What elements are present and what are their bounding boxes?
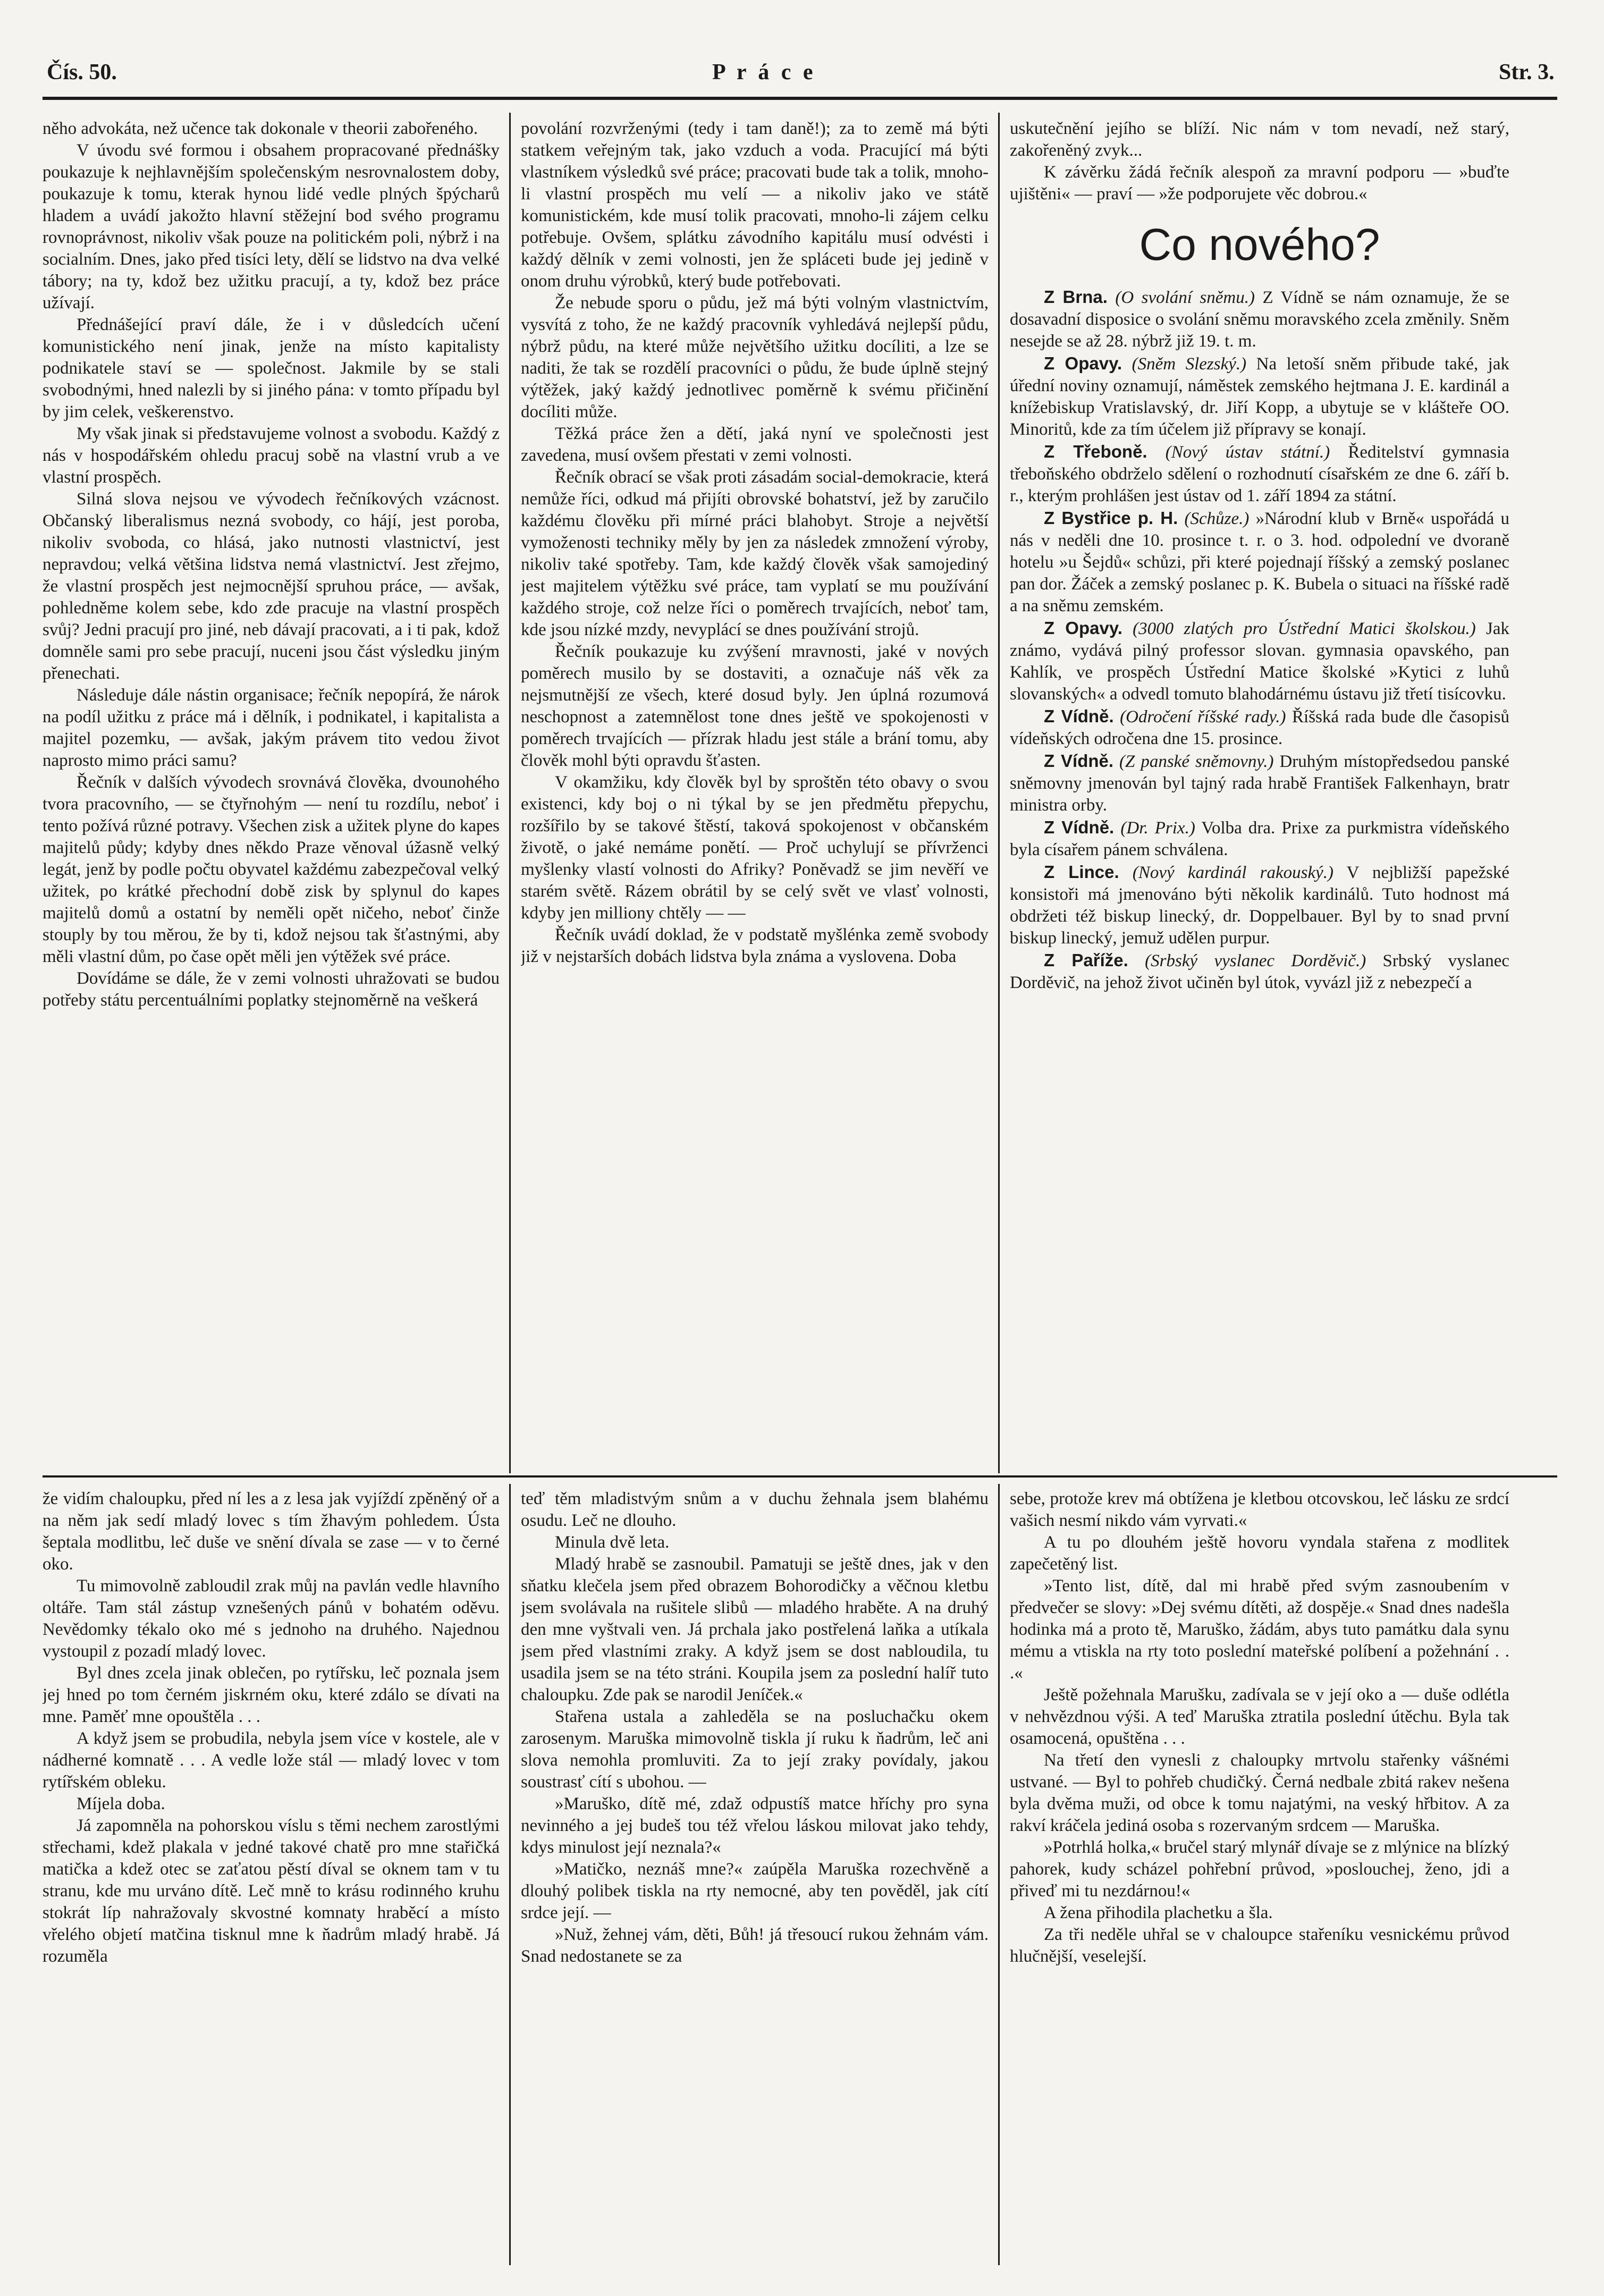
news-text: Srbský vyslanec Dorděvič, na jehož život učiněn byl útok, vyvázl již z nebezpečí a — [1010, 951, 1509, 992]
news-text: Na letoší sněm přibude také, jak úřední noviny oznamují, náměstek zemského hejtmana J. E. kardinál a knížebiskup Vratislavský, dr. Jiří Kopp, a ubytuje se v klášteře OO. Minoritů, kde za tím účelem již přípravy se konají. — [1010, 354, 1509, 439]
news-place: Z Vídně. — [1044, 706, 1114, 726]
news-topic: (O svolání sněmu.) — [1115, 288, 1255, 307]
paragraph: »Matičko, neznáš mne?« zaúpěla Maruška rozechvěně a dlouhý polibek tiskla na rty nemocné, aby ten pověděl, jak cítí srdce její. — — [521, 1860, 989, 1922]
news-text: Ředitelství gymnasia třeboňského obdrželo sdělení o rozhodnutí císařském ze dne 6. září b. r., kterým prohlášen jest ústav od 1. září 1894 za státní. — [1010, 443, 1509, 505]
paragraph: Řečník uvádí doklad, že v podstatě myšlénka země svobody již v nejstarších dobách lidstva byla známa a vyslovena. Doba — [521, 925, 989, 966]
column-2-bottom — [521, 1488, 989, 2264]
news-text: Volba dra. Prixe za purkmistra vídeňského byla císařem pánem schválena. — [1010, 818, 1509, 859]
paragraph: něho advokáta, než učence tak dokonale v theorii zabořeného. — [43, 119, 478, 138]
paragraph: sebe, protože krev má obtížena je kletbou otcovskou, leč lásku ze srdcí vašich nesmí nikdo vám vyrvati.« — [1010, 1489, 1509, 1530]
news-text: Jak známo, vydává pilný professor slovan. gymnasia opavského, pan Kahlík, ve prospěch Ústřední Matice školské »Kytici z luhů slovanských« a odvedl tomuto blahodárnému ústavu již třetí tisícovku. — [1010, 619, 1509, 704]
news-section-heading: Co nového? — [1139, 220, 1380, 269]
paragraph: »Maruško, dítě mé, zdaž odpustíš matce hříchy pro syna nevinného a jej budeš tou též vřelou láskou milovat jako tehdy, kdys minulost její neznala?« — [521, 1794, 989, 1857]
news-place: Z Třeboně. — [1044, 442, 1147, 461]
paragraph: Mladý hrabě se zasnoubil. Pamatuji se ještě dnes, jak v den sňatku klečela jsem před obrazem Bohorodičky a věčnou kletbu jsem svolávala na rušitele slibů — mladého hraběte. A na druhý den mne vyštvali ven. Já prchala jako postřelená laňka a utíkala jsem před vlastními zraky. A když jsem se dost nabloudila, tu usadila jsem se na této stráni. Koupila jsem za poslední halíř tuto chaloupku. Zde pak se narodil Jeníček.« — [521, 1555, 989, 1704]
article-ending — [1010, 118, 1509, 205]
section-rule — [43, 1475, 1557, 1478]
news-place: Z Paříže. — [1044, 950, 1128, 970]
paragraph: V okamžiku, kdy člověk byl by sproštěn této obavy o svou existenci, kdy boj o ni týkal by se jen předmětu přepychu, rozšířilo by se takové štěstí, taková spokojenost v občanském životě, o jaké nemáme ponětí. — Proč uchylují se přívrženci myšlenky vlastí volnosti do Afriky? Poněvadž se jim nevěří ve starém světě. Rázem obrátil by se celý svět ve vlasť volnosti, kdyby jen milliony chtěly — — — [521, 773, 989, 923]
paragraph: Míjela doba. — [77, 1794, 165, 1813]
paragraph: Řečník poukazuje ku zvýšení mravnosti, jaké v nových poměrech musilo by se dostaviti, a označuje náš věk za nejsmutnější ze všech, které dosud byly. Jen úplná rozumová neschopnost a zatemnělost tone dnes ještě ve spokojenosti v poměrech trvajících — přízrak hladu jest stále a brání tomu, aby člověk mohl býti opravdu šťasten. — [521, 642, 989, 770]
news-topic: (Nový kardinál rakouský.) — [1132, 863, 1334, 882]
news-place: Z Bystřice p. H. — [1044, 508, 1178, 528]
paragraph: Následuje dále nástin organisace; řečník nepopírá, že nárok na podíl užitku z práce má i dělník, i podnikatel, i kapitalista a majitel pozemku, — avšak, jakým právem tito vedou život naprosto mimo práci samu? — [43, 686, 500, 770]
news-place: Z Vídně. — [1044, 817, 1115, 837]
news-item — [1010, 286, 1509, 352]
paragraph: »Tento list, dítě, dal mi hrabě před svým zasnoubením v předvečer se slovy: »Dej svému dítěti, až dospěje.« Snad dnes nadešla hodinka má a proto tě, Maruško, žádám, abys tuto památku dala synu mému a vtiskla na rty toto poslední mateřské políbení a požehnání . . .« — [1010, 1576, 1509, 1683]
news-text: V nejbližší papežské konsistoři má jmenováno býti několik kardinálů. Tuto hodnost má obdržeti též biskup linecký, dr. Doppelbauer. Byl by to snad první biskup linecký, jemuž udělen purpur. — [1010, 863, 1509, 948]
paragraph: Za tři neděle uhřal se v chaloupce stařeníku vesnickému průvod hlučnější, veselejší. — [1010, 1925, 1509, 1966]
news-item — [1010, 441, 1509, 507]
page-number: Str. 3. — [1499, 60, 1555, 85]
column-1-bottom — [43, 1488, 500, 2264]
column-3-top — [1010, 118, 1509, 1468]
paragraph: Stařena ustala a zahleděla se na posluchačku okem zarosenym. Maruška mimovolně tiskla jí ruku k ňadrům, leč ani slova nemohla promluviti. Za to její zraky povídaly, jakou soustrasť cítí s ubohou. — — [521, 1707, 989, 1792]
paragraph: Dovídáme se dále, že v zemi volnosti uhražovati se budou potřeby státu percentuálními poplatky stejnoměrně na veškerá — [43, 969, 500, 1010]
news-item — [1010, 816, 1509, 861]
newspaper-title: P r á c e — [712, 60, 816, 85]
news-topic: (Z panské sněmovny.) — [1119, 752, 1274, 771]
news-list — [1010, 286, 1509, 994]
news-topic: (Dr. Prix.) — [1120, 818, 1195, 838]
paragraph: Byl dnes zcela jinak oblečen, po rytířsku, leč poznala jsem jej hned po tom černém jiskrném oku, které zdálo se dívati na mne. Paměť mne opouštěla . . . — [43, 1664, 500, 1726]
column-2-top — [521, 118, 989, 1468]
news-item — [1010, 750, 1509, 816]
news-place: Z Opavy. — [1044, 618, 1122, 638]
column-divider — [509, 113, 511, 1473]
news-topic: (3000 zlatých pro Ústřední Matici školskou.) — [1133, 619, 1476, 638]
news-place: Z Opavy. — [1044, 353, 1122, 373]
news-text: Z Vídně se nám oznamuje, že se dosavadní disposice o svolání sněmu moravského zcela změnily. Sněm nesejde se až 28. nýbrž již 19. t. m. — [1010, 288, 1509, 351]
paragraph: A žena přihodila plachetku a šla. — [1044, 1903, 1273, 1922]
news-item — [1010, 352, 1509, 441]
news-text: »Národní klub v Brně« uspořádá u nás v neděli dne 10. prosince t. r. o 3. hod. odpolední ve dvoraně hotelu »u Šejdů« schůzi, při které pojednají říšský a zemský poslanec pan dor. Žáček a zemský poslanec p. K. Bubela o situaci na říšské radě a na sněmu zemském. — [1010, 509, 1509, 615]
paragraph: teď těm mladistvým snům a v duchu žehnala jsem blahému osudu. Leč ne dlouho. — [521, 1489, 989, 1530]
paragraph: My však jinak si představujeme volnost a svobodu. Každý z nás v hospodářském ohledu pracuj sobě na vlastní vrub a ve vlastní prospěch. — [43, 424, 500, 487]
news-topic: (Srbský vyslanec Dorděvič.) — [1145, 951, 1366, 970]
news-item — [1010, 507, 1509, 617]
paragraph: K závěrku žádá řečník alespoň za mravní podporu — »buďte ujištěni« — praví — »že podporujete věc dobrou.« — [1010, 163, 1509, 204]
paragraph: Těžká práce žen a dětí, jaká nyní ve společnosti jest zavedena, musí ovšem přestati v zemi volnosti. — [521, 424, 989, 465]
paragraph: A když jsem se probudila, nebyla jsem více v kostele, ale v nádherné komnatě . . . A vedle lože stál — mladý lovec v tom rytířském obleku. — [43, 1729, 500, 1792]
column-divider — [998, 1484, 1000, 2265]
issue-number: Čís. 50. — [47, 60, 117, 85]
news-topic: (Nový ústav státní.) — [1165, 443, 1330, 462]
paragraph: A tu po dlouhém ještě hovoru vyndala stařena z modlitek zapečetěný list. — [1010, 1533, 1509, 1574]
column-1-top — [43, 118, 500, 1468]
news-place: Z Vídně. — [1044, 751, 1114, 771]
paragraph: uskutečnění jejího se blíží. Nic nám v tom nevadí, než starý, zakořeněný zvyk... — [1010, 119, 1509, 160]
column-divider — [998, 113, 1000, 1473]
paragraph: Že nebude sporu o půdu, jež má býti volným vlastnictvím, vysvítá z toho, že ne každý pracovník vyhledává nejlepší půdu, nýbrž půdu, na které může největšího užitku docíliti, a lze se naditi, že tak se rozdělí pracovníci o půdu, že bude úplně stejný výtěžek, jaký každý jednotlivec poměrně k svému přičinění docíliti může. — [521, 293, 989, 421]
paragraph: že vidím chaloupku, před ní les a z lesa jak vyjíždí zpěněný oř a na něm jak sedí mladý lovec s tím žhavým pohledem. Ústa šeptala modlitbu, leč duše ve snění dívala se zase — v to černé oko. — [43, 1489, 500, 1574]
paragraph: »Nuž, žehnej vám, děti, Bůh! já třesoucí rukou žehnám vám. Snad nedostanete se za — [521, 1925, 989, 1966]
news-text: Druhým místopředsedou panské sněmovny jmenován byl tajný rada hrabě František Falkenhayn, bratr ministra orby. — [1010, 752, 1509, 815]
column-divider — [509, 1484, 511, 2265]
news-item — [1010, 705, 1509, 750]
news-item — [1010, 861, 1509, 949]
news-place: Z Brna. — [1044, 287, 1108, 307]
news-topic: (Schůze.) — [1184, 509, 1250, 528]
news-topic: (Sněm Slezský.) — [1132, 354, 1247, 374]
paragraph: Řečník v dalších vývodech srovnává člověka, dvounohého tvora pracovního, — se čtyřnohým — není tu rozdílu, neboť i tento požívá různé potravy. Všechen zisk a užitek plyne do kapes majitelů půdy; kdyby dnes někdo Praze věnoval úžasně velký legát, jenž by podle počtu obyvatel každému zabezpečoval velký užitek, po krátké přechodní době zisk by splynul do kapes majitelů domů a ostatní by neměli opět ničeho, neboť činže stouply by tou měrou, že by ti, kdož nejsou tak šťastnými, aby měli vlastní dům, po čase opět měli jen výtěžek své práce. — [43, 773, 500, 966]
paragraph: Minula dvě leta. — [555, 1533, 670, 1552]
paragraph: Řečník obrací se však proti zásadám social-demokracie, která nemůže říci, odkud má přijíti obrovské bohatství, jež by zaručilo každému člověku při mírné práci blahobyt. Stroje a největší vymoženosti techniky měly by jen za následek zmnožení výroby, nikoliv také spotřeby. Tam, kde každý člověk však samojediný jest majitelem výtěžku své práce, tam vyplatí se mu používání každého stroje, což nelze říci o poměrech trvajících, neboť tam, kde jsou nízké mzdy, nevyplácí se dnes používání strojů. — [521, 468, 989, 639]
paragraph: »Potrhlá holka,« bručel starý mlynář dívaje se z mlýnice na blízký pahorek, kudy scházel pohřební průvod, »poslouchej, ženo, jdi a přiveď mi tu nezdárnou!« — [1010, 1838, 1509, 1901]
news-item — [1010, 949, 1509, 994]
paragraph: Tu mimovolně zabloudil zrak můj na pavlán vedle hlavního oltáře. Tam stál zástup vznešených pánů v bohatém oděvu. Nevědomky tékalo oko mé s jednoho na druhého. Najednou vystoupil z pozadí mladý lovec. — [43, 1576, 500, 1661]
news-place: Z Lince. — [1044, 862, 1119, 882]
news-item — [1010, 617, 1509, 705]
paragraph: V úvodu své formou i obsahem propracované přednášky poukazuje k nejhlavnějším společenským nesrovnalostem doby, poukazuje k tomu, kterak hynou lidé vedle plných špýcharů hladem a uvádí jakožto hlavní stěžejní bod svého programu rovnoprávnost, nikoliv však pouze na politickém poli, nýbrž i na socialním. Dnes, jako před tisíci lety, dělí se lidstvo na dva velké tábory; na ty, kdož bez užitku pracují, a ty, kdož bez práce užívají. — [43, 141, 500, 313]
paragraph: povolání rozvrženými (tedy i tam daně!); za to země má býti statkem veřejným tak, jako vzduch a voda. Pracující má býti vlastníkem výsledků své práce; pracovati bude tak a tolik, mnoho-li vlastní prospěch mu velí — a nikoliv jako ve státě komunistickém, kde musí tolik pracovati, mnoho-li zájem celku potřebuje. Ovšem, splátku závodního kapitálu musí odvésti i každý dělník v zemi volnosti, jen že spláceti bude jej jedině v onom druhu výrobků, který bude potřebovati. — [521, 119, 989, 291]
header-rule — [43, 97, 1557, 100]
paragraph: Silná slova nejsou ve vývodech řečníkových vzácnost. Občanský liberalismus nezná svobody, co hájí, jest poroba, nikoliv svoboda, co hlásá, jako nutnosti vlastnictví, jest nepravdou; velká většina lidstva nemá vlastnictví. Jest zřejmo, že vlastní prospěch jest nejmocnější spruhou práce, — avšak, pohledněme kolem sebe, kdo zde pracuje na vlastní prospěch svůj? Jedni pracují pro jiné, neb dávají pracovati, a i ti pak, kdož domněle sami pro sebe pracují, nuceni jsou část výsledku jiným přenechati. — [43, 489, 500, 683]
news-topic: (Odročení říšské rady.) — [1120, 707, 1286, 727]
paragraph: Na třetí den vynesli z chaloupky mrtvolu stařenky vášnémi ustvané. — Byl to pohřeb chudičký. Černá nedbale zbitá rakev nešena byla dvěma muži, od obce k tomu najatými, na veský hřbitov. A za rakví kráčela jediná osoba s rozervaným srdcem — Maruška. — [1010, 1751, 1509, 1835]
news-text: Říšská rada bude dle časopisů vídeňských odročena dne 15. prosince. — [1010, 707, 1509, 748]
paragraph: Ještě požehnala Marušku, zadívala se v její oko a — duše odlétla v nehvězdnou výši. A teď Maruška ztratila poslední útěchu. Byla tak osamocená, opuštěna . . . — [1010, 1685, 1509, 1748]
paragraph: Já zapomněla na pohorskou víslu s těmi nechem zarostlými střechami, kdež plakala v jedné takové chatě pro mne stařičká matička a kdež otec se zaťatou pěstí díval se oknem tam v tu stranu, kde mu urváno dítě. Leč mně to krásu rodinného kruhu stokrát líp nahražovaly skvostné komnaty hraběcí a místo vřelého objetí matčina tisknul mne k ňadrům mladý hrabě. Já rozuměla — [43, 1816, 500, 1966]
paragraph: Přednášející praví dále, že i v důsledcích učení komunistického není jinak, jenže na místo kapitalisty podnikatele staví se — společnost. Jakmile by se stali svobodnými, hned nalezli by si jiného pána: v tomto případu byl by jim celek, veškerenstvo. — [43, 315, 500, 421]
column-3-bottom — [1010, 1488, 1509, 2264]
